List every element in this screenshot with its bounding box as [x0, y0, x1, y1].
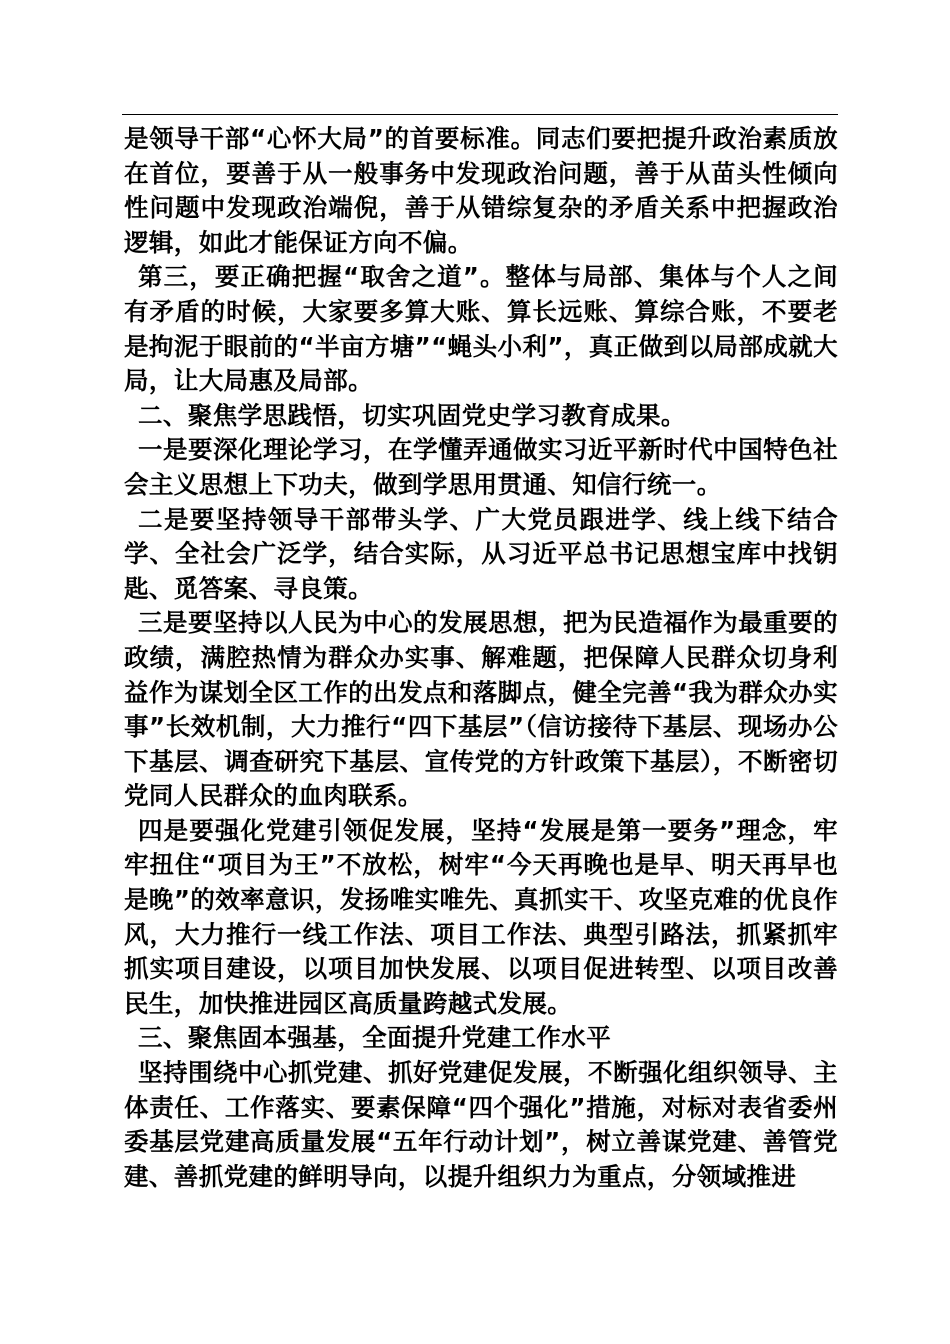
section-heading-three: 三、聚焦固本强基，全面提升党建工作水平 [138, 1023, 612, 1053]
header-rule [122, 114, 838, 115]
document-body [124, 122, 838, 1194]
paragraph-item-three: 三是要坚持以人民为中心的发展思想，把为民造福作为最重要的政绩，满腔热情为群众办实事、解难题，把保障人民群众切身利益作为谋划全区工作的出发点和落脚点，健全完善“我为群众办实事”长效机制，大力推行“四下基层”（信访接待下基层、现场办公下基层、调查研究下基层、宣传党的方针政策下基层），不断密切党同人民群众的血肉联系。 [124, 608, 838, 811]
paragraph-item-four: 四是要强化党建引领促发展，坚持“发展是第一要务”理念，牢牢扭住“项目为王”不放松，树牢“今天再晚也是早、明天再早也是晚”的效率意识，发扬唯实唯先、真抓实干、攻坚克难的优良作风，大力推行一线工作法、项目工作法、典型引路法，抓紧抓牢抓实项目建设，以项目加快发展、以项目促进转型、以项目改善民生，加快推进园区高质量跨越式发展。 [124, 815, 838, 1018]
paragraph-item-two: 二是要坚持领导干部带头学、广大党员跟进学、线上线下结合学、全社会广泛学，结合实际，从习近平总书记思想宝库中找钥匙、觅答案、寻良策。 [124, 504, 838, 603]
paragraph-item-one: 一是要深化理论学习，在学懂弄通做实习近平新时代中国特色社会主义思想上下功夫，做到学思用贯通、知信行统一。 [124, 435, 838, 499]
paragraph-continuation: 是领导干部“心怀大局”的首要标准。同志们要把提升政治素质放在首位，要善于从一般事务中发现政治问题，善于从苗头性倾向性问题中发现政治端倪，善于从错综复杂的矛盾关系中把握政治逻辑，如此才能保证方向不偏。 [124, 124, 838, 257]
paragraph-third-point: 第三，要正确把握“取舍之道”。整体与局部、集体与个人之间有矛盾的时候，大家要多算大账、算长远账、算综合账，不要老是拘泥于眼前的“半亩方塘”“蝇头小利”，真正做到以局部成就大局，让大局惠及局部。 [124, 262, 838, 396]
section-heading-two: 二、聚焦学思践悟，切实巩固党史学习教育成果。 [138, 400, 686, 430]
paragraph-section-three-body: 坚持围绕中心抓党建、抓好党建促发展，不断强化组织领导、主体责任、工作落实、要素保障“四个强化”措施，对标对表省委州委基层党建高质量发展“五年行动计划”，树立善谋党建、善管党建、善抓党建的鲜明导向，以提升组织力为重点，分领域推进 [124, 1058, 838, 1191]
